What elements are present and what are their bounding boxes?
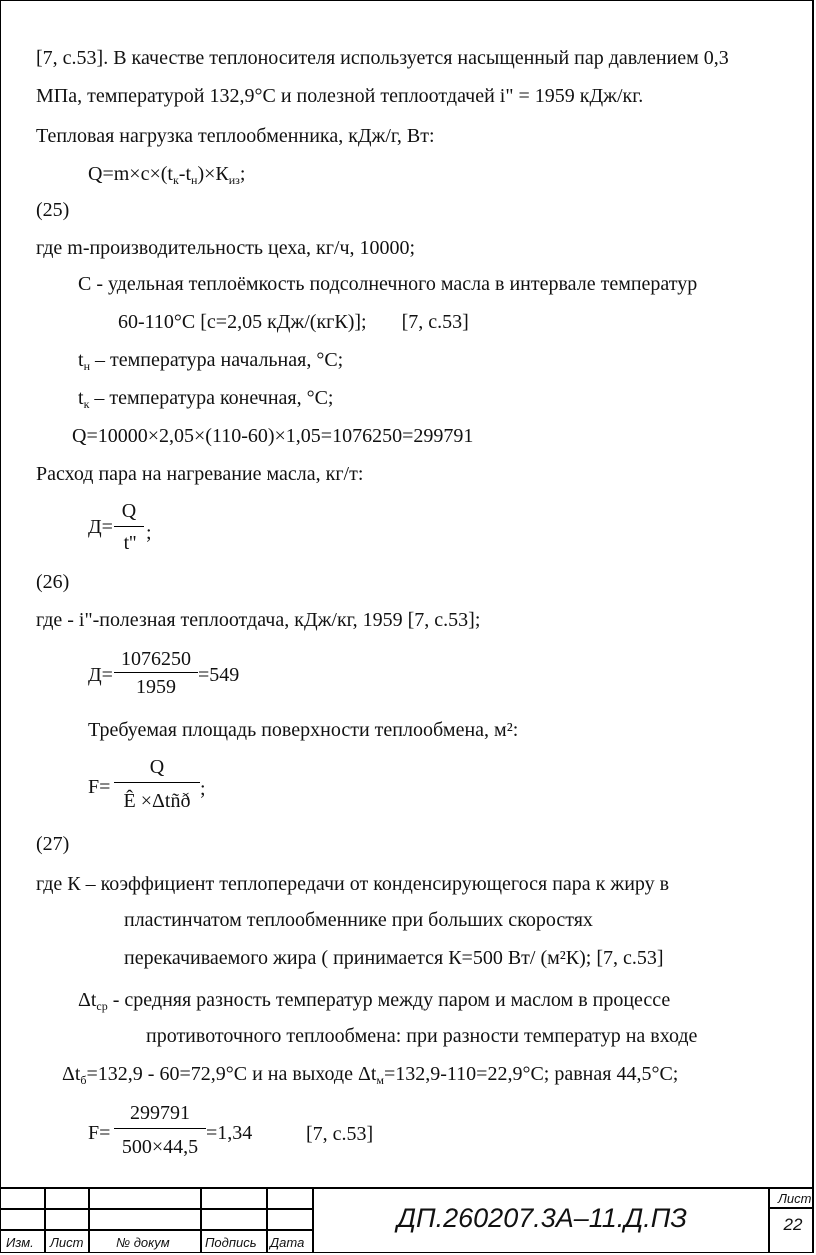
- numerator: 1076250: [121, 648, 191, 670]
- text-line: $t_н$ – температура начальная, °С;: [78, 349, 344, 373]
- numerator: Q: [149, 756, 165, 778]
- sheet-number: 22: [783, 1215, 803, 1234]
- text-line: где m-производительность цеха, кг/ч, 10000;: [36, 237, 416, 259]
- text-line: пластинчатом теплообменнике при больших скоростях: [124, 909, 593, 931]
- fraction-bar: [114, 672, 198, 673]
- denominator: Ê ×Δtñð: [123, 790, 191, 812]
- text-line: перекачиваемого жира ( принимается К=500 Вт/ (м²К); [7, с.53]: [124, 947, 664, 969]
- result: =1,34: [206, 1122, 253, 1144]
- text-line: где К – коэффициент теплопередачи от конденсирующегося пара к жиру в: [36, 873, 670, 895]
- calculation-line: Q=10000×2,05×(110-60)×1,05=1076250=299791: [72, 425, 474, 447]
- lhs: Д=: [88, 664, 113, 686]
- equation-number: (26): [36, 571, 70, 593]
- tail: ;: [146, 522, 152, 544]
- text-line: $\Delta t_б=132,9 - 60=72,9^\circ С$ и на выходе $\Delta t_м=132,9-110=22,9^\circ С$; равная 44,5°С;: [62, 1063, 679, 1087]
- text-line: [7, с.53]. В качестве теплоносителя используется насыщенный пар давлением 0,3: [36, 47, 729, 69]
- fraction-bar: [114, 526, 144, 527]
- text-line: Расход пара на нагревание масла, кг/т:: [36, 463, 364, 485]
- denominator: 1959: [136, 676, 176, 698]
- lhs: Д=: [88, 516, 113, 538]
- text-line: С - удельная теплоёмкость подсолнечного масла в интервале температур: [78, 273, 698, 295]
- text-line: противоточного теплообмена: при разности температур на входе: [146, 1025, 698, 1047]
- tail: ;: [200, 778, 206, 800]
- reference: [7, с.53]: [306, 1123, 374, 1145]
- equation-number: (27): [36, 833, 70, 855]
- text-line: Тепловая нагрузка теплообменника, кДж/г, Вт:: [36, 125, 435, 147]
- stamp-col-sign: Подпись: [205, 1235, 257, 1250]
- numerator: Q: [121, 500, 137, 522]
- stamp-col-list: Лист: [50, 1235, 84, 1250]
- text-line: где - i"-полезная теплоотдача, кДж/кг, 1959 [7, с.53];: [36, 609, 481, 631]
- text-line: МПа, температурой 132,9°С и полезной теплоотдачей i" = 1959 кДж/кг.: [36, 85, 644, 107]
- fraction-bar: [114, 782, 200, 783]
- fraction-bar: [114, 1128, 206, 1129]
- stamp-col-date: Дата: [270, 1235, 305, 1250]
- formula-25: $Q=m\times c\times(t_к-t_н)\times К_{из}$;: [88, 163, 246, 187]
- sheet-label: Лист: [778, 1191, 812, 1206]
- result: =549: [198, 664, 240, 686]
- denominator: 500×44,5: [121, 1136, 199, 1158]
- stamp-col-doc: № докум: [116, 1235, 170, 1250]
- lhs: F=: [88, 776, 111, 798]
- document-number: ДП.260207.3А–11.Д.ПЗ: [397, 1203, 687, 1233]
- numerator: 299791: [130, 1102, 190, 1124]
- lhs: F=: [88, 1122, 111, 1144]
- text-line: 60-110°С [с=2,05 кДж/(кгК)]; [7, с.53]: [118, 311, 469, 333]
- equation-number: (25): [36, 199, 70, 221]
- text-line: Требуемая площадь поверхности теплообмена, м²:: [88, 719, 519, 741]
- text-line: $\Delta t_{ср}$ - средняя разность температур между паром и маслом в процессе: [78, 989, 671, 1013]
- denominator: t'': [123, 532, 137, 554]
- stamp-col-izm: Изм.: [6, 1235, 34, 1250]
- text-line: $t_к$ – температура конечная, °С;: [78, 387, 334, 411]
- title-block-stamp: [0, 1187, 814, 1253]
